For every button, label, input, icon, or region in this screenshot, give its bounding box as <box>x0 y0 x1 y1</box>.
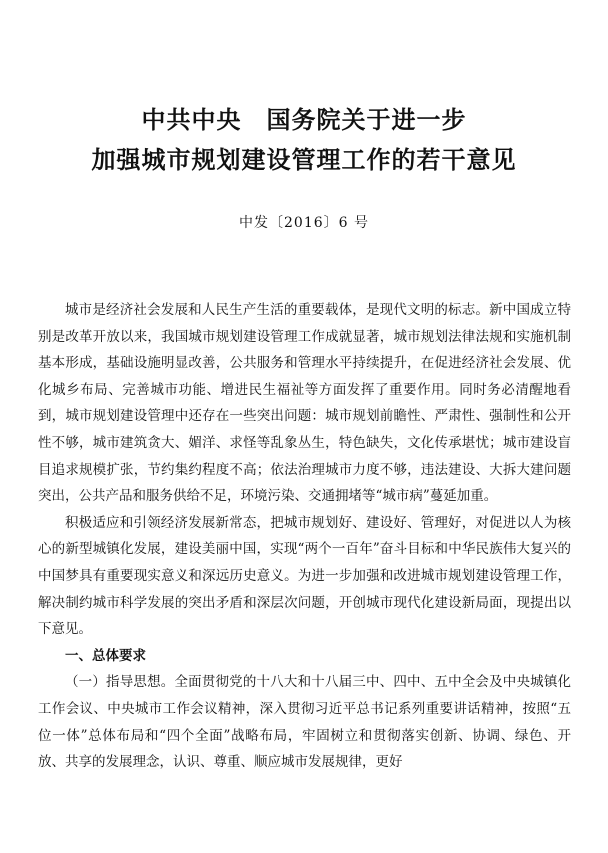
section-heading-general-requirements: 一、总体要求 <box>65 647 146 664</box>
document-body <box>38 297 571 776</box>
document-title-line-2: 加强城市规划建设管理工作的若干意见 <box>91 146 517 174</box>
subsection-text: 全面贯彻党的十八大和十八届三中、四中、五中全会及中央城镇化工作会议、中央城市工作会议精神，深入贯彻习近平总书记系列重要讲话精神，按照“五位一体”总体布局和“四个全面”战略布局，牢固树立和贯彻落实创新、协调、绿色、开放、共享的发展理念，认识、尊重、顺应城市发展规律，更好 <box>38 674 572 771</box>
paragraph-intro: 城市是经济社会发展和人民生产生活的重要载体，是现代文明的标志。新中国成立特别是改革开放以来，我国城市规划建设管理工作成就显著，城市规划法律法规和实施机制基本形成，基础设施明显改善，公共服务和管理水平持续提升，在促进经济社会发展、优化城乡布局、完善城市功能、增进民生福祉等方面发挥了重要作用。同时务必清醒地看到，城市规划建设管理中还存在一些突出问题：城市规划前瞻性、严肃性、强制性和公开性不够，城市建筑贪大、媚洋、求怪等乱象丛生，特色缺失，文化传承堪忧；城市建设盲目追求规模扩张，节约集约程度不高；依法治理城市力度不够，违法建设、大拆大建问题突出，公共产品和服务供给不足，环境污染、交通拥堵等“城市病”蔓延加重。 <box>38 302 571 505</box>
paragraph-guiding-ideology <box>38 669 571 775</box>
document-title-line-1: 中共中央 国务院关于进一步 <box>141 106 467 134</box>
paragraph-significance: 积极适应和引领经济发展新常态，把城市规划好、建设好、管理好，对促进以人为核心的新型城镇化发展，建设美丽中国，实现“两个一百年”奋斗目标和中华民族伟大复兴的中国梦具有重要现实意义和深远历史意义。为进一步加强和改进城市规划建设管理工作，解决制约城市科学发展的突出矛盾和深层次问题，开创城市现代化建设新局面，现提出以下意见。 <box>38 514 571 638</box>
subsection-lead: （一）指导思想。 <box>65 674 175 691</box>
document-number: 中发〔2016〕6 号 <box>239 215 369 231</box>
